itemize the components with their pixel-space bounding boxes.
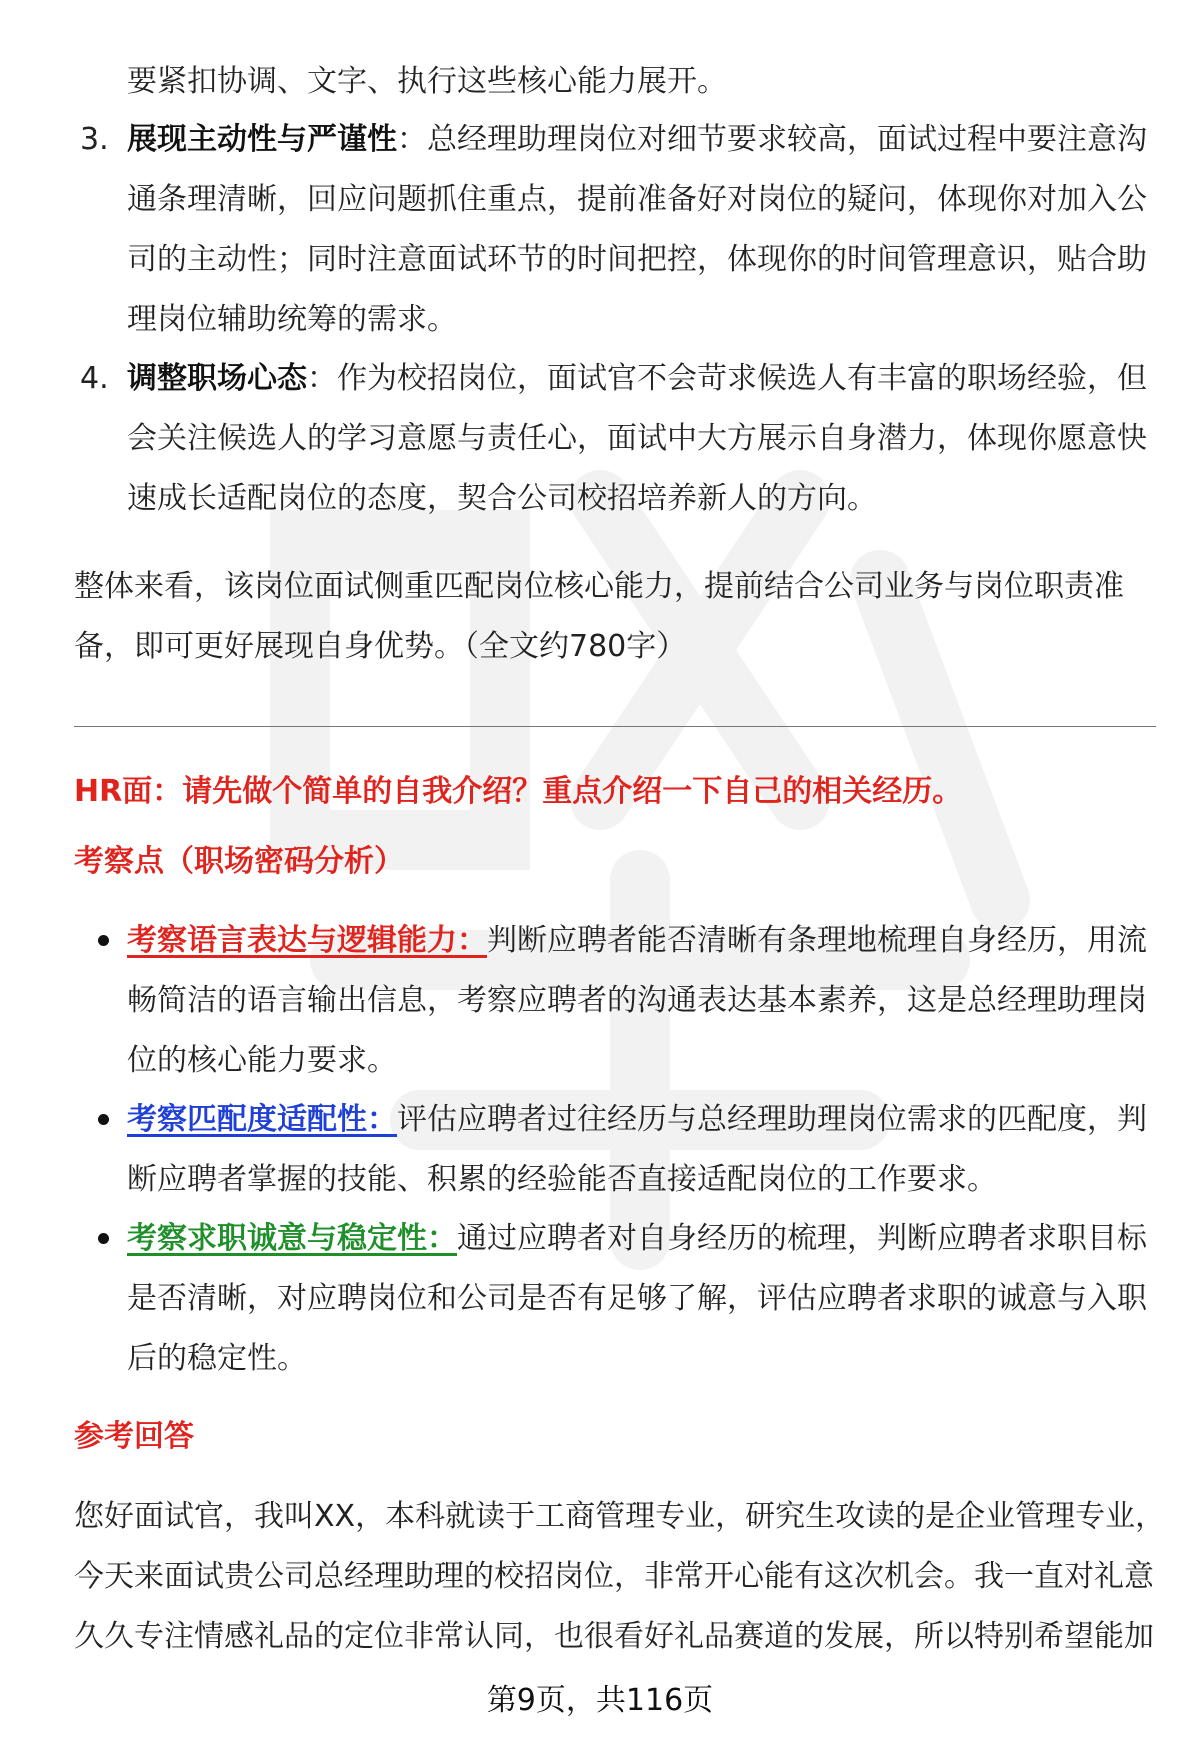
point-text: 后的稳定性。 (127, 1341, 307, 1376)
item-title: 调整职场心态 (127, 361, 307, 396)
item-title: 展现主动性与严谨性 (127, 122, 397, 157)
list-item (127, 921, 1147, 961)
point-key: 考察求职诚意与稳定性： (127, 1221, 457, 1256)
item-text: 会关注候选人的学习意愿与责任心，面试中大方展示自身潜力，体现你愿意快 (127, 421, 1147, 456)
bullet-icon (98, 935, 109, 946)
point-text: 断应聘者掌握的技能、积累的经验能否直接适配岗位的工作要求。 (127, 1162, 997, 1197)
analysis-heading: 考察点（职场密码分析） (74, 844, 404, 879)
answer-heading: 参考回答 (74, 1419, 194, 1454)
list-item (127, 120, 1147, 160)
item-text: 速成长适配岗位的态度，契合公司校招培养新人的方向。 (127, 481, 877, 516)
item-number: 4. (80, 361, 109, 396)
answer-text: 您好面试官，我叫XX，本科就读于工商管理专业，研究生攻读的是企业管理专业， (74, 1499, 1166, 1534)
answer-text: 今天来面试贵公司总经理助理的校招岗位，非常开心能有这次机会。我一直对礼意 (74, 1559, 1154, 1594)
page-footer: 第9页，共116页 (486, 1683, 714, 1718)
section-divider (74, 726, 1156, 727)
item-text: 通条理清晰，回应问题抓住重点，提前准备好对岗位的疑问，体现你对加入公 (127, 182, 1147, 217)
point-text: 是否清晰，对应聘岗位和公司是否有足够了解，评估应聘者求职的诚意与入职 (127, 1281, 1147, 1316)
point-text: 畅简洁的语言输出信息，考察应聘者的沟通表达基本素养，这是总经理助理岗 (127, 983, 1147, 1018)
list-item (127, 1100, 1147, 1140)
summary-text: 整体来看，该岗位面试侧重匹配岗位核心能力，提前结合公司业务与岗位职责准 (74, 569, 1124, 604)
item-text: ：作为校招岗位，面试官不会苛求候选人有丰富的职场经验，但 (307, 361, 1147, 396)
item-number: 3. (80, 122, 109, 157)
bullet-icon (98, 1114, 109, 1125)
point-key: 考察匹配度适配性： (127, 1102, 397, 1137)
list-item (127, 1219, 1147, 1259)
point-text: 判断应聘者能否清晰有条理地梳理自身经历，用流 (487, 923, 1147, 958)
bullet-icon (98, 1233, 109, 1244)
item-text: 理岗位辅助统筹的需求。 (127, 302, 457, 337)
question-heading: HR面：请先做个简单的自我介绍？重点介绍一下自己的相关经历。 (74, 774, 963, 809)
continuation-text: 要紧扣协调、文字、执行这些核心能力展开。 (127, 64, 727, 99)
summary-text: 备，即可更好展现自身优势。（全文约780字） (74, 629, 687, 664)
list-item (127, 359, 1147, 399)
point-text: 评估应聘者过往经历与总经理助理岗位需求的匹配度，判 (397, 1102, 1147, 1137)
item-text: ：总经理助理岗位对细节要求较高，面试过程中要注意沟 (397, 122, 1147, 157)
answer-text: 久久专注情感礼品的定位非常认同，也很看好礼品赛道的发展，所以特别希望能加 (74, 1619, 1154, 1654)
item-text: 司的主动性；同时注意面试环节的时间把控，体现你的时间管理意识，贴合助 (127, 242, 1147, 277)
point-text: 位的核心能力要求。 (127, 1043, 397, 1078)
point-text: 通过应聘者对自身经历的梳理，判断应聘者求职目标 (457, 1221, 1147, 1256)
point-key: 考察语言表达与逻辑能力： (127, 923, 487, 958)
